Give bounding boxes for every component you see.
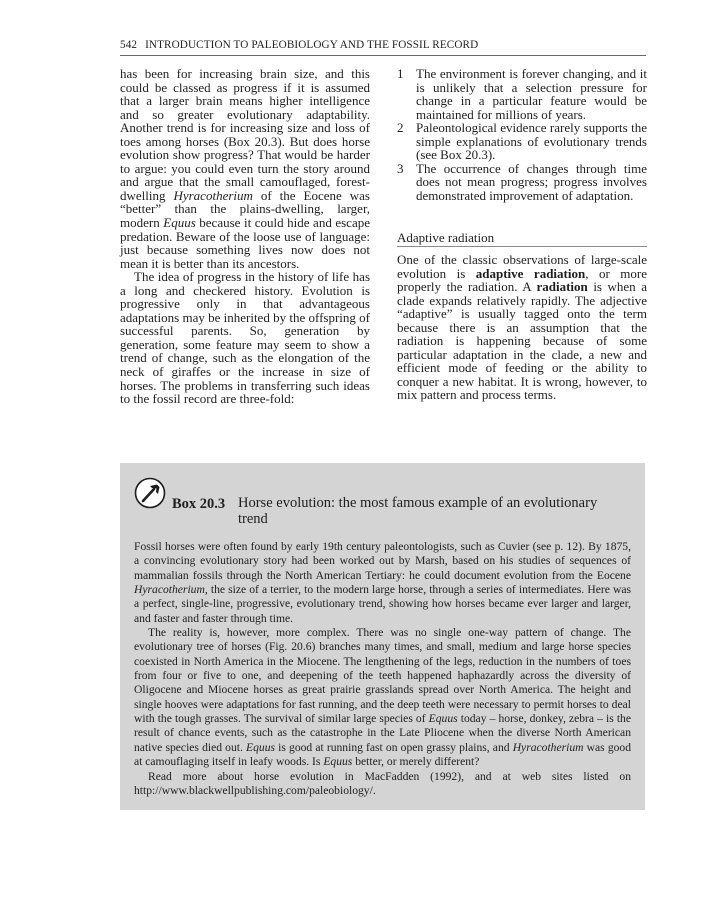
italic-genus: Hyracotherium <box>134 583 205 597</box>
text-run: One of the classic observations of large-scale evolution is <box>397 252 647 281</box>
left-column <box>120 67 370 406</box>
left-paragraph-1 <box>120 67 370 270</box>
italic-genus: Equus <box>163 215 196 231</box>
list-number: 3 <box>397 160 404 176</box>
list-number: 2 <box>397 120 404 136</box>
text-run: was good at camouflaging itself in leafy woods. Is <box>134 740 632 769</box>
left-paragraph-2: The idea of progress in the history of life has a long and checkered history. Evolution is progressive only in that advantageous adaptations may be inherited by the offspring of successful parents. So, generation by generation, some feature may seem to show a trend of change, such as the elongation of the neck of giraffes or the increase in size of horses. The problems in transferring such ideas to the fossil record are three-fold: <box>120 269 370 407</box>
section-heading: Adaptive radiation <box>397 231 647 247</box>
text-run: , or more properly the radiation. A <box>397 265 647 295</box>
list-item <box>397 121 647 162</box>
text-run: today – horse, donkey, zebra – is the result of chance events, such as the catastrophe in the Late Pliocene when the diverse North American native species died out. <box>134 712 631 754</box>
list-text: Paleontological evidence rarely supports the simple explanations of evolutionary trends (see Box 20.3). <box>416 120 647 163</box>
italic-genus: Hyracotherium <box>173 187 253 203</box>
italic-genus: Equus <box>323 755 353 769</box>
list-item <box>397 162 647 203</box>
text-run: The reality is, however, more complex. There was no single one-way pattern of change. The evolutionary tree of horses (Fig. 20.6) branches many times, and small, medium and large horse species coexisted in North America in the Miocene. The lengthening of the legs, reduction in the numbers of toes from four or five to one, and deepening of the teeth happened haphazardly across the diversity of Oligocene and Miocene horses as great prairie grasslands spread over North America. The height and single hooves were adaptations for fast running, and the deep teeth were necessary to permit horses to deal with the tough grasses. The survival of similar large species of <box>134 626 631 726</box>
text-run: has been for increasing brain size, and this could be classed as progress if it is assumed that a larger brain means higher intelligence and so greater evolutionary adaptability. Another trend is for increasing size and loss of toes among horses (Box 20.3). But does horse evolution show progress? That would be harder to argue: you could even turn the story around and argue that the small camouflaged, forest-dwelling <box>120 66 370 203</box>
box-body <box>134 540 631 798</box>
text-run: is good at running fast on open grassy plains, and <box>275 740 513 754</box>
running-title: INTRODUCTION TO PALEOBIOLOGY AND THE FOSSIL RECORD <box>145 39 479 51</box>
list-text: The occurrence of changes through time does not mean progress; progress involves demonstrated improvement of adaptation. <box>416 160 647 203</box>
list-number: 1 <box>397 66 404 81</box>
page-number: 542 <box>120 39 138 51</box>
italic-genus: Equus <box>428 712 458 726</box>
box-paragraph-3: Read more about horse evolution in MacFadden (1992), and at web sites listed on http://www.blackwellpublishing.com/paleobiology/. <box>134 769 631 797</box>
text-run: , the size of a terrier, to the modern large horse, through a series of intermediates. Here was a perfect, single-line, progressive, evolutionary trend, showing how horses became ever larger and larger, and faster and faster through time. <box>134 583 631 625</box>
text-run: better, or merely different? <box>352 755 480 769</box>
italic-genus: Hyracotherium <box>512 740 584 754</box>
text-run: because it could hide and escape predation. Beware of the loose use of language: just because something lives now does not mean it is better than its ancestors. <box>120 215 370 271</box>
bold-term: adaptive radiation <box>475 265 586 281</box>
text-run: is when a clade expands relatively rapidly. The adjective “adaptive” is usually tagged onto the term because there is an assumption that the radiation is happening because of some particular adaptation in the clade, a new and efficient mode of feeding or the ability to conquer a new habitat. It is wrong, however, to mix pattern and process terms. <box>397 279 647 403</box>
box-paragraph-1 <box>134 540 631 626</box>
header-rule <box>120 55 646 56</box>
text-run: Fossil horses were often found by early 19th century paleontologists, such as Cuvier (see p. 12). By 1875, a convincing evolutionary story had been worked out by Marsh, based on his studies of sequences of mammalian fossils through the North American Tertiary: he could document evolution from the Eocene <box>134 540 631 582</box>
list-item <box>397 67 647 121</box>
box-paragraph-2 <box>134 626 631 769</box>
bold-term: radiation <box>536 279 588 295</box>
box-label: Box 20.3 <box>172 496 226 512</box>
right-column <box>397 67 647 402</box>
running-header <box>120 39 646 51</box>
text-run: of the Eocene was “better” than the plains-dwelling, larger, modern <box>120 187 370 231</box>
hammer-icon <box>134 477 166 509</box>
italic-genus: Equus <box>246 740 276 754</box>
section-paragraph <box>397 253 647 402</box>
box-20-3 <box>120 463 645 810</box>
list-text: The environment is forever changing, and it is unlikely that a selection pressure for change in a particular feature would be maintained for millions of years. <box>416 66 647 122</box>
box-title: Horse evolution: the most famous example of an evolutionary trend <box>238 495 598 527</box>
